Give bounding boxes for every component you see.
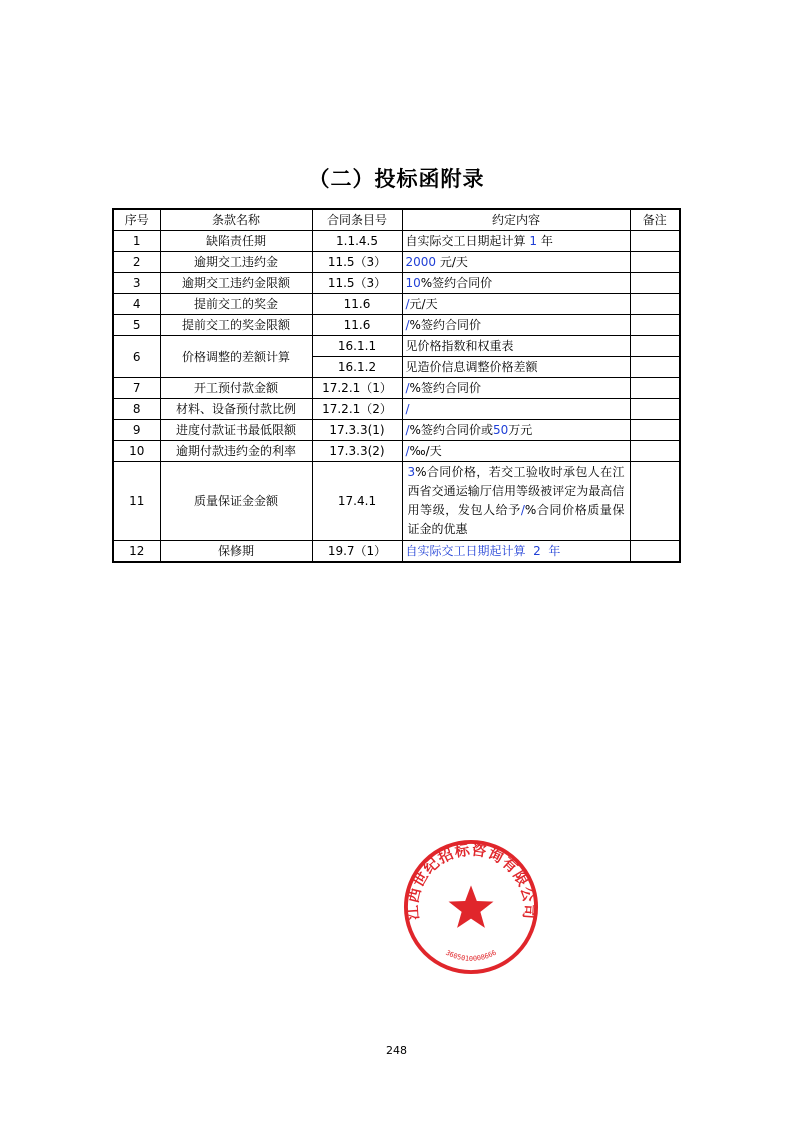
header-no: 序号 [113,209,160,231]
row-no: 10 [113,441,160,462]
row-clause: 19.7（1） [312,541,402,563]
row-remark [630,336,680,357]
row-remark [630,294,680,315]
table-row [113,378,680,399]
row-name: 进度付款证书最低限额 [160,420,312,441]
table-row [113,315,680,336]
header-name: 条款名称 [160,209,312,231]
row-content: /%签约合同价 [402,378,630,399]
table-row [113,462,680,541]
row-clause: 17.2.1（1） [312,378,402,399]
row-clause: 11.6 [312,315,402,336]
row-no: 9 [113,420,160,441]
row-no: 11 [113,462,160,541]
row-name: 逾期交工违约金限额 [160,273,312,294]
row-name: 材料、设备预付款比例 [160,399,312,420]
row-name: 提前交工的奖金限额 [160,315,312,336]
row-name: 缺陷责任期 [160,231,312,252]
row-content: /%签约合同价或50万元 [402,420,630,441]
row-content: 自实际交工日期起计算 2 年 [402,541,630,563]
table-header-row [113,209,680,231]
table-row [113,273,680,294]
row-remark [630,541,680,563]
company-seal [402,838,540,976]
row-content: 2000 元/天 [402,252,630,273]
row-clause: 17.3.3(2) [312,441,402,462]
row-clause: 1.1.4.5 [312,231,402,252]
row-remark [630,315,680,336]
bid-annex-table [112,208,681,563]
row-clause: 17.4.1 [312,462,402,541]
row-content: / [402,399,630,420]
row-content: /元/天 [402,294,630,315]
row-clause: 11.5（3） [312,252,402,273]
row-no: 5 [113,315,160,336]
row-clause: 16.1.1 [312,336,402,357]
row-name: 质量保证金金额 [160,462,312,541]
row-content: 3%合同价格，若交工验收时承包人在江西省交通运输厅信用等级被评定为最高信用等级，发包人给予/%合同价格质量保证金的优惠 [402,462,630,541]
row-no: 2 [113,252,160,273]
row-no: 12 [113,541,160,563]
row-clause: 17.2.1（2） [312,399,402,420]
row-name: 保修期 [160,541,312,563]
row-content: 10%签约合同价 [402,273,630,294]
page-number: 248 [386,1044,407,1057]
row-remark [630,399,680,420]
row-name: 逾期交工违约金 [160,252,312,273]
row-name: 提前交工的奖金 [160,294,312,315]
row-name: 逾期付款违约金的利率 [160,441,312,462]
row-remark [630,378,680,399]
header-remark: 备注 [630,209,680,231]
table-row [113,231,680,252]
table-row [113,441,680,462]
row-remark [630,420,680,441]
header-content: 约定内容 [402,209,630,231]
row-no: 7 [113,378,160,399]
row-remark [630,357,680,378]
table-row [113,252,680,273]
page-title: （二）投标函附录 [308,167,485,191]
row-remark [630,462,680,541]
table-row [113,541,680,563]
table-row [113,294,680,315]
row-no: 1 [113,231,160,252]
row-no: 8 [113,399,160,420]
row-remark [630,441,680,462]
star-icon [449,885,494,928]
header-clause: 合同条目号 [312,209,402,231]
seal-code: 3605010008666 [444,948,498,963]
row-content: 见价格指数和权重表 [402,336,630,357]
row-name: 价格调整的差额计算 [160,336,312,378]
row-clause: 11.6 [312,294,402,315]
row-remark [630,252,680,273]
seal-text: 江西世纪招标咨询有限公司 [404,841,538,921]
row-content: /%签约合同价 [402,315,630,336]
row-clause: 17.3.3(1) [312,420,402,441]
table-row [113,420,680,441]
row-remark [630,273,680,294]
table-row [113,399,680,420]
row-remark [630,231,680,252]
row-content: 见造价信息调整价格差额 [402,357,630,378]
row-no: 3 [113,273,160,294]
row-no: 4 [113,294,160,315]
row-clause: 11.5（3） [312,273,402,294]
table-row [113,336,680,357]
row-clause: 16.1.2 [312,357,402,378]
row-name: 开工预付款金额 [160,378,312,399]
row-content: /‰/天 [402,441,630,462]
row-content: 自实际交工日期起计算 1 年 [402,231,630,252]
row-no: 6 [113,336,160,378]
